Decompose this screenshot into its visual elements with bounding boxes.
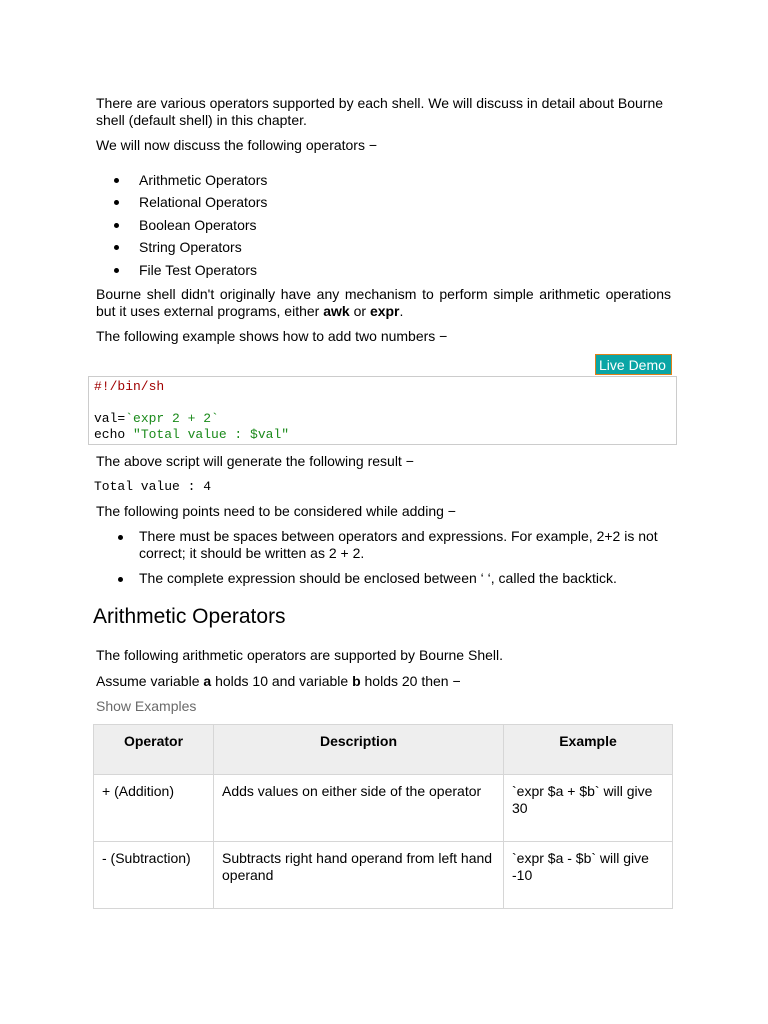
- assume-paragraph: [96, 673, 671, 690]
- header-operator: Operator: [94, 725, 214, 775]
- show-examples-link[interactable]: Show Examples: [96, 698, 197, 714]
- list-item: Arithmetic Operators: [96, 171, 656, 193]
- intro-paragraph: There are various operators supported by each shell. We will discuss in detail about Bourne shell (default shell) in this chapter.: [96, 95, 664, 128]
- bourne-paragraph: [96, 286, 671, 319]
- code-expr: `expr 2 + 2`: [125, 411, 219, 426]
- result-output: Total value : 4: [94, 479, 212, 494]
- code-line-val: [94, 411, 219, 427]
- arithmetic-operators-table: [93, 724, 673, 909]
- table-cell: `expr $a - $b` will give -10: [504, 842, 673, 909]
- points-list: [96, 528, 676, 587]
- table-cell: Subtracts right hand operand from left hand operand: [214, 842, 504, 909]
- table-cell: + (Addition): [94, 775, 214, 842]
- table-row: [94, 842, 673, 909]
- code-line-echo: [94, 427, 289, 443]
- code-echo-prefix: echo: [94, 427, 134, 442]
- period: .: [399, 302, 404, 319]
- code-shebang: #!/bin/sh: [94, 379, 165, 394]
- result-intro: The above script will generate the following result −: [96, 453, 414, 469]
- table-cell: Adds values on either side of the operator: [214, 775, 504, 842]
- var-a: a: [203, 673, 212, 689]
- list-item: String Operators: [96, 238, 656, 260]
- table-row: [94, 775, 673, 842]
- operators-intro: We will now discuss the following operators −: [96, 137, 378, 153]
- list-item: Boolean Operators: [96, 216, 656, 238]
- live-demo-button[interactable]: Live Demo: [595, 354, 672, 375]
- or-text: or: [349, 302, 370, 319]
- var-b: b: [352, 673, 361, 689]
- section-intro: The following arithmetic operators are supported by Bourne Shell.: [96, 647, 503, 663]
- example-intro: The following example shows how to add two numbers −: [96, 328, 448, 344]
- header-example: Example: [504, 725, 673, 775]
- list-item: Relational Operators: [96, 193, 656, 215]
- assume-text-2: holds 10 and variable: [211, 673, 353, 689]
- list-item: The complete expression should be enclosed between ‘ ‘, called the backtick.: [96, 570, 676, 587]
- bourne-text: Bourne shell didn't originally have any mechanism to perform simple arithmetic operations but it uses external programs, either: [96, 286, 671, 319]
- code-block: [88, 376, 677, 445]
- list-item: File Test Operators: [96, 261, 656, 283]
- header-description: Description: [214, 725, 504, 775]
- table-cell: `expr $a + $b` will give 30: [504, 775, 673, 842]
- table-cell: - (Subtraction): [94, 842, 214, 909]
- assume-text-1: Assume variable: [96, 673, 204, 689]
- assume-text-3: holds 20 then −: [360, 673, 461, 689]
- table-header-row: [94, 725, 673, 775]
- code-string: "Total value : $val": [133, 427, 290, 442]
- operator-list: [96, 171, 656, 283]
- expr-keyword: expr: [369, 302, 400, 319]
- list-item: There must be spaces between operators and expressions. For example, 2+2 is not correct; it should be written as 2 + 2.: [96, 528, 669, 562]
- awk-keyword: awk: [323, 302, 350, 319]
- section-title: Arithmetic Operators: [93, 605, 286, 628]
- points-intro: The following points need to be considered while adding −: [96, 503, 456, 519]
- code-val-prefix: val=: [94, 411, 126, 426]
